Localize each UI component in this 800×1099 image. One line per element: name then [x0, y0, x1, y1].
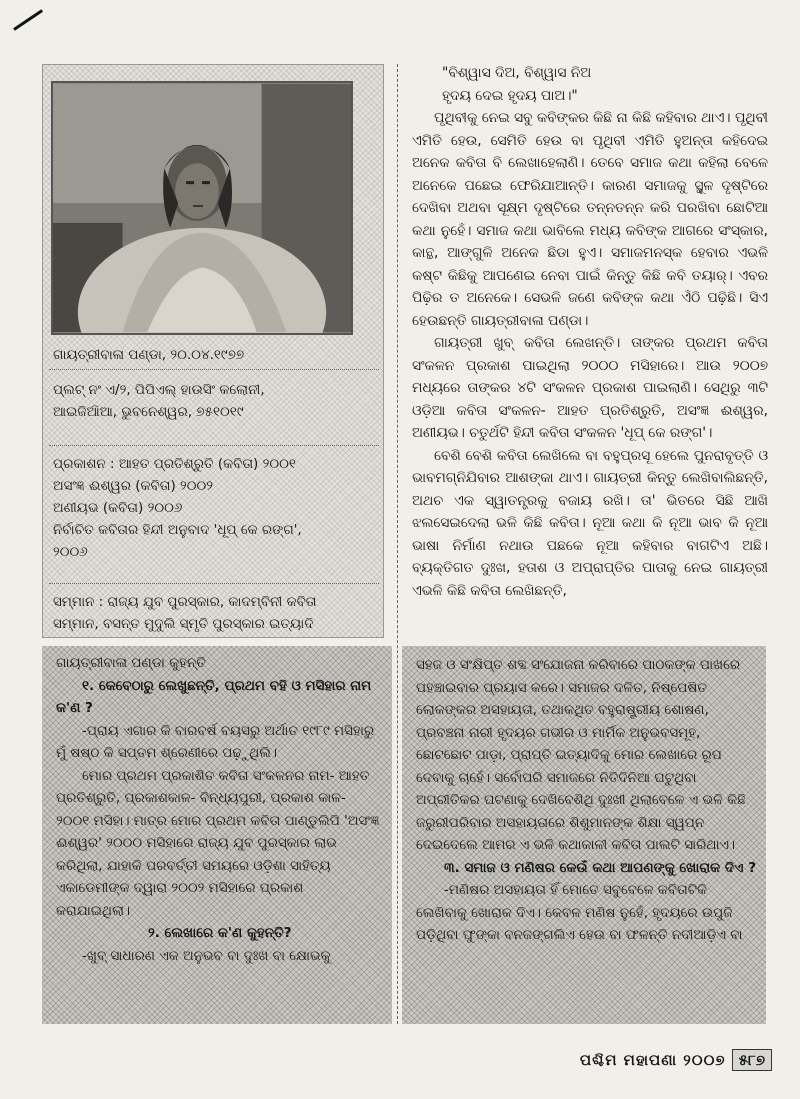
award-line: ସମ୍ମାନ, ବସନ୍ତ ମୁଦୁଲି ସ୍ମୃତି ପୁରସ୍କାର ଇତ୍ୟାଦି	[53, 616, 314, 632]
divider	[49, 583, 379, 584]
interview-answer: ମୋର ପ୍ରଥମ ପ୍ରକାଶିତ କବିତା ସଂକଳନର ନାମ- ଆହତ ପ୍ରତିଶ୍ରୁତି, ପ୍ରକାଶକାଳ- ବିନ୍ଧ୍ୟପୁରୀ, ପ୍ରକାଶ କାଳ- ୨୦୦୧ ମସିହା। ମାତ୍ର ମୋର ପ୍ରଥମ କବିତା ପାଣ୍ଡୁଲିପି 'ଅସଂଜ୍ଞ ଈଶ୍ୱର' ୨୦୦୦ ମସିହାରେ ରାଜ୍ୟ ଯୁବ ପୁରସ୍କାର ଲାଭ କରିଥିଲା, ଯାହାକି ପରବର୍ତ୍ତୀ ସମୟରେ ଓଡ଼ିଶା ସାହିତ୍ୟ ଏକାଡେମୀଙ୍କ ଦ୍ୱାରା ୨୦୦୨ ମସିହାରେ ପ୍ରକାଶ କରାଯାଇଥିଲା।	[56, 767, 380, 919]
article-paragraph: ପୃଥିବୀକୁ ନେଇ ସବୁ କବିଙ୍କର କିଛି ନା କିଛି କହିବାର ଥାଏ। ପୃଥିବୀ ଏମିତି ହେଉ, ସେମିତି ହେଉ ବା ପୃଥିବୀ ଏମିତି ହୁଅନ୍ତା କହିଦେଇ ଅନେକ କବିତା ବି ଲେଖାହେଲାଣି। ତେବେ ସମାଜ କଥା କହିଲା ବେଳେ ଅନେକେ ପଛେଇ ଫେରିଯାଆନ୍ତି। କାରଣ ସମାଜକୁ ସ୍ଥୂଳ ଦୃଷ୍ଟିରେ ଦେଖିବା ଅଥବା ସୂକ୍ଷ୍ମ ଦୃଷ୍ଟିରେ ତନ୍ନତନ୍ନ କରି ପରଖିବା ଛୋଟିଆ କଥା ନୁହେଁ। ସମାଜ କଥା ଭାବିଲେ ମଧ୍ୟ କବିଙ୍କ ଆଗରେ ସଂସ୍କାର, କାନ୍ଥ, ଆଙ୍ଗୁଳି ଅନେକ ଛିଡା ହୁଏ। ସମାଜମନସ୍କ ହେବାର ଏଭଳି କଷ୍ଟ କିଛିକୁ ଆପଣେଇ ନେବା ପାଇଁ କିନ୍ତୁ କିଛି କବି ତୟାର୍। ଏବର ପିଢ଼ିର ତ ଅନେକେ। ସେଭଳି ଜଣେ କବିଙ୍କ କଥା ଏଁଠି ପଢ଼ିଛି। ସିଏ ହେଉଛନ୍ତି ଗାୟତ୍ରୀବାଳା ପଣ୍ଡା।	[412, 110, 768, 329]
photo-caption: ଗାୟତ୍ରୀବାଳା ପଣ୍ଡା, ୨୦.୦୪.୧୯୭୭	[53, 347, 245, 363]
address-line: ଆଇଜିଆିଆ, ଭୁବନେଶ୍ୱର, ୭୫୧୦୧୯	[53, 404, 244, 420]
interview-heading: ଗାୟତ୍ରୀବାଳା ପଣ୍ଡା କୁହନ୍ତି	[56, 655, 206, 671]
article-intro	[412, 62, 768, 602]
interview-panel-left	[42, 646, 392, 1024]
pen-mark	[13, 9, 43, 30]
publication-line: ୨୦୦୬	[53, 544, 88, 560]
page-number: ୫୮୭	[732, 1049, 772, 1071]
awards-block	[53, 591, 378, 635]
profile-panel	[42, 64, 384, 638]
interview-answer: -ମଣିଷର ଅସହାୟତା ହିଁ ମୋତେ ସବୁବେଳେ କବିତାଟିକି ଲେଖିବାକୁ ଖୋରାକ ଦିଏ। କେବଳ ମଣିଷ ନୁହେଁ, ହୃଦୟରେ ଉପୁଜି ପଡ଼ିଥିବା ଫୁଙ୍କା ବନଜଙ୍ଗଲିଏ ହେଉ ବା ଫଳନ୍ତି ନଦୀଆଡ଼ିଏ ବା	[416, 882, 743, 943]
interview-answer: -ଖୁବ୍ ସାଧାରଣ ଏକ ଅନୁଭବ ବା ଦୁଃଖ ବା କ୍ଷୋଭକୁ	[82, 947, 331, 964]
author-photo-image	[53, 83, 351, 333]
quote-line: "ବିଶ୍ୱାସ ଦିଅ, ବିଶ୍ୱାସ ନିଅ	[442, 65, 592, 81]
publication-line: ପ୍ରକାଶନ : ଆହତ ପ୍ରତିଶ୍ରୁତି (କବିତା) ୨୦୦୧	[53, 456, 296, 472]
interview-panel-right	[402, 646, 766, 1024]
publication-line: ଅଣୀୟଭ (କବିତା) ୨୦୦୬	[53, 500, 183, 516]
publication-line: ନିର୍ବାଚିତ କବିତାର ହିନ୍ଦୀ ଅନୁବାଦ 'ଧୂପ୍ କେ ରଙ୍ଗ',	[53, 522, 302, 538]
article-paragraph: ବେଶି ବେଶି କବିତା ଲେଖିଲେ ବା ବହୁପ୍ରସୂ ହେଲେ ପୁନରାବୃତ୍ତି ଓ ଭାବମଗ୍ନିଯିବାର ଆଶଙ୍କା ଥାଏ। ଗାୟତ୍ରୀ କିନ୍ତୁ ଲେଖିବାଲିଛନ୍ତି, ଅଥଚ ଏକ ସ୍ୱାତନ୍ତ୍ରକୁ ବଜାୟ ରଖି। ତା' ଭିତରେ ସିଛି ଆଖି ଝଲସେଇଦେଲା ଭଳି କିଛି କବିତା। ନୂଆ କଥା କି ନୂଆ ଭାବ କି ନୂଆ ଭାଷା ନିର୍ମାଣ ନଥାଉ ପଛକେ ନୂଆ କହିବାର ବାଗଟିଏ ଅଛି। ବ୍ୟକ୍ତିଗତ ଦୁଃଖ, ହତାଶ ଓ ଅପ୍ରାପ୍ତିର ପାତାକୁ ନେଇ ଗାୟତ୍ରୀ ଏଭଳି କିଛି କବିତା ଲେଖିଛନ୍ତି,	[412, 447, 768, 599]
publication-line: ଅସଂଜ୍ଞ ଈଶ୍ୱର (କବିତା) ୨୦୦୨	[53, 478, 214, 494]
address-block	[53, 379, 378, 423]
column-divider	[397, 64, 398, 1024]
divider	[49, 445, 379, 446]
divider	[49, 369, 379, 370]
interview-question: ୩. ସମାଜ ଓ ମଣିଷର କେଉଁ କଥା ଆପଣଙ୍କୁ ଖୋରାକ ଦିଏ ?	[444, 859, 757, 876]
interview-question: ୨. ଲେଖାରେ କ'ଣ କୁହନ୍ତି?	[148, 925, 292, 941]
address-line: ପ୍ଲଟ୍ ନଂ ଏ/୨, ପିପିଏଲ୍ ହାଉସିଂ କଲୋନୀ,	[53, 382, 265, 398]
author-photo	[51, 81, 353, 335]
publications-block	[53, 453, 378, 563]
interview-answer: ସହଜ ଓ ସଂକ୍ଷିପ୍ତ ଶବ୍ଦ ସଂଯୋଜନା କରିବାରେ ପାଠକଙ୍କ ପାଖରେ ପହଞ୍ଚାଇବାର ପ୍ରୟାସ କରେ। ସମାଜର ଦଳିତ, ନିଷ୍ପେଷିତ ଲୋକଙ୍କର ଅସହାୟତା, ତଥାକଥିତ ବହୁରାଷ୍ଟ୍ରୀୟ ଶୋଷଣ, ପ୍ରବଞ୍ଚନା ନାରୀ ହୃଦୟର ଗଭୀର ଓ ମାର୍ମିକ ଅନୁଭବସମୂହ, ଛୋଟଛୋଟ ପାଡ଼ା, ପ୍ରାପ୍ତି ଇତ୍ୟାଦିକୁ ମୋର ଲେଖାରେ ରୂପ ଦେବାକୁ ଚାହେଁ। ସର୍ବୋପରି ସମାଜରେ ନିତିଦିନିଆ ଘଟୁଥିବା ଅପ୍ରୀତିକର ଘଟଣାକୁ ଦେଖିବେଶିଥି ଦୁଃଖୀ ଥିଲାବେଳେ ଏ ଭଳି କିଛି ଜରୁରୀପରିବାର ଅସହାୟତାରେ ଶିଶୁମାନଙ୍କ ଶିକ୍ଷା ସ୍ୱପ୍ନ ଦେଇଦେଲେ ଆମର ଏ ଭଳି କଥାକାଳୀ କବିତା ପାଲଟି ସାରିଥାଏ।	[416, 657, 746, 853]
page-footer	[512, 1046, 772, 1074]
magazine-title: ପଶ୍ଚିମ ମହାପଣା ୨୦୦୭	[579, 1051, 726, 1069]
quote-line: ହୃଦୟ ଦେଇ ହୃଦୟ ପାଅ।"	[442, 87, 578, 104]
interview-answer: -ପ୍ରାୟ ଏଗାର କି ବାରବର୍ଷ ବୟସରୁ ଅର୍ଥାତ ୧୯୮୯ ମସିହାରୁ ମୁଁ ଷଷ୍ଠ କି ସପ୍ତମ ଶ୍ରେଣୀରେ ପଢ଼ୁଥିଲି।	[56, 722, 375, 761]
article-paragraph: ଗାୟତ୍ରୀ ଖୁବ୍ କବିତା ଲେଖନ୍ତି। ତାଙ୍କର ପ୍ରଥମ କବିତା ସଂକଳନ ପ୍ରକାଶ ପାଇଥିଲା ୨୦୦୦ ମସିହାରେ। ଆଉ ୨୦୦୭ ମଧ୍ୟରେ ତାଙ୍କର ୪ଟି ସଂକଳନ ପ୍ରକାଶ ପାଇଲାଣି। ସେଥିରୁ ୩ଟି ଓଡ଼ିଆ କବିତା ସଂକଳନ- ଆହତ ପ୍ରତିଶ୍ରୁତି, ଅସଂଜ୍ଞ ଈଶ୍ୱର, ଅଣୀୟଭ। ଚତୁର୍ଥଟି ହିନ୍ଦୀ କବିତା ସଂକଳନ 'ଧୂପ୍ କେ ରଙ୍ଗ'।	[412, 335, 768, 441]
award-line: ସମ୍ମାନ : ରାଜ୍ୟ ଯୁବ ପୁରସ୍କାର, କାଦମ୍ବିନୀ କବିତା	[53, 594, 317, 610]
interview-question: ୧. କେବେଠାରୁ ଲେଖୁଛନ୍ତି, ପ୍ରଥମ ବହି ଓ ମସିହାର ନାମ କ'ଣ ?	[56, 677, 372, 716]
